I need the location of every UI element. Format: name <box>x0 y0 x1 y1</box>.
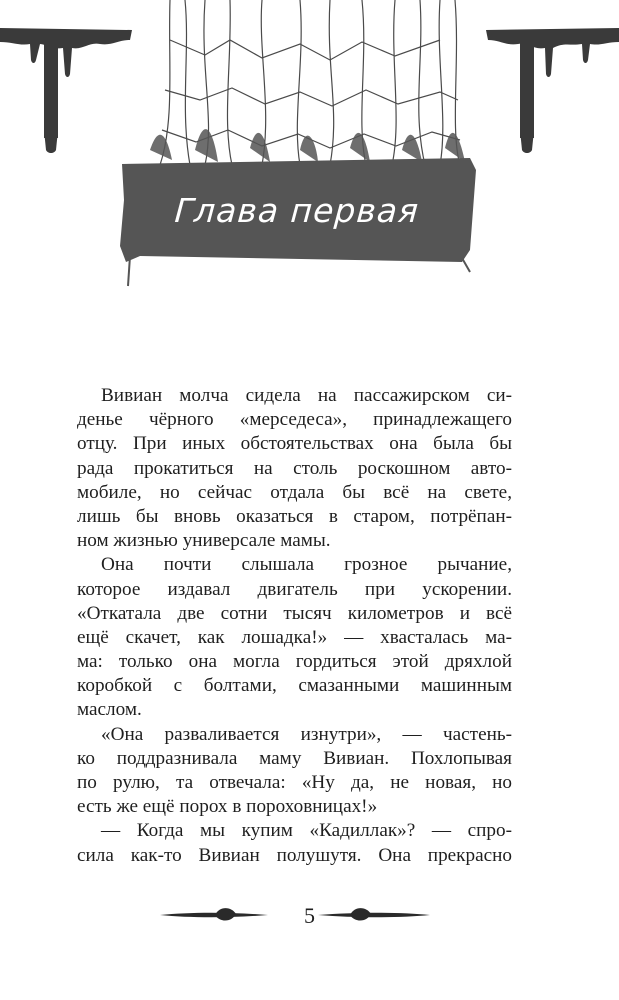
left-drip-ornament <box>0 28 132 153</box>
chapter-title: Глава первая <box>173 190 421 230</box>
text-line: — Когда мы купим «Кадиллак»? — спро- <box>101 820 512 842</box>
text-line: ма: только она могла гордиться этой дряхлой <box>77 651 512 673</box>
text-line: Вивиан молча сидела на пассажирском си- <box>101 385 512 406</box>
text-line: денье чёрного «мерседеса», принадлежащего <box>77 409 512 431</box>
text-line: лишь бы вновь оказаться в старом, потрёпан- <box>77 505 512 527</box>
text-line: ещё скачет, как лошадка!» — хвасталась ма- <box>77 626 512 648</box>
text-line: есть же ещё порох в пороховницах!» <box>77 796 378 818</box>
text-line: которое издавал двигатель при ускорении. <box>77 578 512 600</box>
page-number: 5 <box>304 903 315 928</box>
text-line: коробкой с болтами, смазанными машинным <box>77 675 512 697</box>
text-line: мобиле, но сейчас отдала бы всё на свете, <box>77 481 512 503</box>
cobweb-decoration <box>0 0 619 300</box>
text-line: «Она разваливается изнутри», — частень- <box>101 723 512 745</box>
body-text <box>77 384 512 868</box>
text-line: по рулю, та отвечала: «Ну да, не новая, но <box>77 772 512 793</box>
cobweb-clumps <box>150 129 465 162</box>
text-line: ко поддразнивала маму Вивиан. Похлопывая <box>77 747 512 769</box>
right-drip-ornament <box>486 28 619 153</box>
text-line: сила как-то Вивиан полушутя. Она прекрасно <box>77 844 512 866</box>
text-line: «Откатала две сотни тысяч километров и всё <box>77 602 512 624</box>
text-line: рада прокатиться на столь роскошном авто- <box>77 457 512 479</box>
text-line: отцу. При иных обстоятельствах она была бы <box>77 433 512 455</box>
text-line: ном жизнью универсале мамы. <box>77 530 331 552</box>
text-line: Она почти слышала грозное рычание, <box>101 554 512 576</box>
text-line: маслом. <box>77 699 142 721</box>
